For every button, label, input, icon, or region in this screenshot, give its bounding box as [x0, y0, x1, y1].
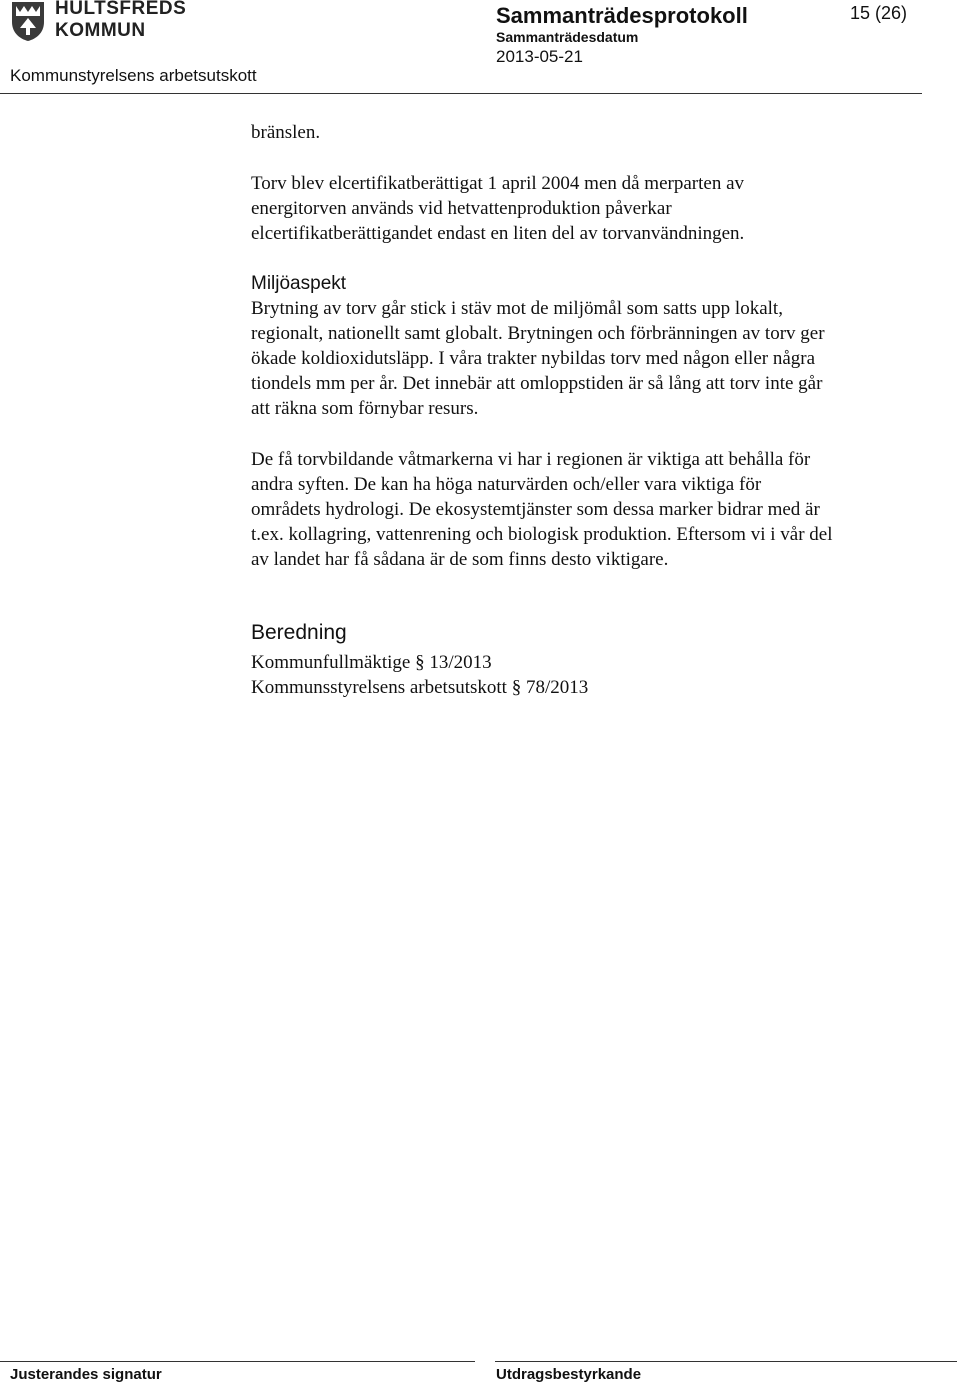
text-line: Torv blev elcertifikatberättigat 1 april 2004 men då merparten av — [251, 173, 744, 194]
text-line: av landet har få sådana är de som finns desto viktigare. — [251, 549, 669, 570]
coat-of-arms-icon — [10, 0, 46, 42]
logo-line-1: HULTSFREDS — [55, 0, 187, 19]
paragraph-continuation: bränslen. — [251, 122, 321, 143]
text-line: t.ex. kollagring, vattenrening och biologisk produktion. Eftersom vi i vår del — [251, 524, 833, 545]
date-label: Sammanträdesdatum — [496, 29, 639, 45]
text-line: regionalt, nationellt samt globalt. Brytningen och förbränningen av torv ger — [251, 323, 825, 344]
heading-miljoaspekt: Miljöaspekt — [251, 273, 347, 294]
header-divider — [0, 93, 922, 94]
signature-label: Justerandes signatur — [10, 1366, 162, 1383]
paragraph-vatmarker — [251, 447, 931, 572]
document-title: Sammanträdesprotokoll — [496, 3, 748, 28]
municipality-logo — [10, 0, 187, 44]
text-line: De få torvbildande våtmarkerna vi har i regionen är viktiga att behålla för — [251, 449, 811, 470]
certification-line — [495, 1361, 957, 1362]
text-line: energitorven används vid hetvattenproduktion påverkar — [251, 198, 672, 219]
text-line: tiondels mm per år. Det innebär att omloppstiden är så lång att torv inte går — [251, 373, 823, 394]
text-line: elcertifikatberättigandet endast en liten del av torvanvändningen. — [251, 223, 745, 244]
certification-label: Utdragsbestyrkande — [496, 1366, 642, 1383]
text-line: ökade koldioxidutsläpp. I våra trakter nybildas torv med någon eller några — [251, 348, 816, 369]
paragraph-miljoaspekt — [251, 296, 931, 421]
text-line: områdets hydrologi. De ekosystemtjänster som dessa marker bidrar med är — [251, 499, 820, 520]
reference-kf: Kommunfullmäktige § 13/2013 — [251, 652, 492, 673]
text-line: att räkna som förnybar resurs. — [251, 398, 479, 419]
logo-line-2: KOMMUN — [55, 20, 146, 41]
page-number: 15 (26) — [850, 3, 908, 23]
reference-ksau: Kommunsstyrelsens arbetsutskott § 78/2013 — [251, 677, 589, 698]
signature-line — [0, 1361, 475, 1362]
heading-beredning: Beredning — [251, 621, 347, 644]
paragraph-elcertifikat — [251, 171, 931, 246]
document-body — [251, 120, 931, 700]
meeting-date: 2013-05-21 — [496, 47, 583, 66]
text-line: andra syften. De kan ha höga naturvärden och/eller vara viktiga för — [251, 474, 762, 495]
committee-name: Kommunstyrelsens arbetsutskott — [10, 66, 257, 85]
text-line: Brytning av torv går stick i stäv mot de miljömål som satts upp lokalt, — [251, 298, 783, 319]
logo-wordmark — [55, 0, 186, 40]
